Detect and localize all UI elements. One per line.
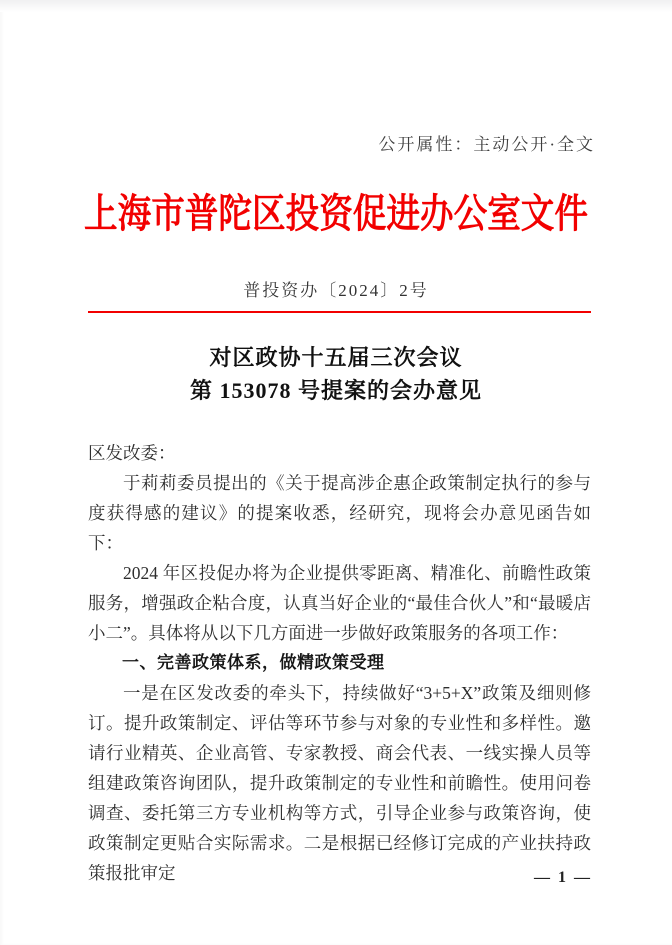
scan-edge-shade [0, 0, 672, 12]
red-divider-line [88, 311, 591, 313]
document-title-line1: 对区政协十五届三次会议 [209, 345, 463, 370]
document-title [0, 341, 672, 407]
paragraph-intro: 于莉莉委员提出的《关于提高涉企惠企政策制定执行的参与度获得感的建议》的提案收悉，经研究，现将会办意见函告如下： [88, 473, 591, 553]
issuing-org-title: 上海市普陀区投资促进办公室文件 [84, 191, 589, 236]
document-number: 普投资办〔2024〕2号 [243, 281, 429, 300]
publicity-attribute: 公开属性：主动公开·全文 [378, 135, 595, 154]
paragraph-overview: 2024 年区投促办将为企业提供零距离、精准化、前瞻性政策服务，增强政企粘合度，认真当好企业的“最佳合伙人”和“最暖店小二”。具体将从以下几方面进一步做好政策服务的各项工作： [88, 563, 591, 643]
page-number: — 1 — [534, 869, 592, 886]
section-heading: 一、完善政策体系，做精政策受理 [122, 653, 385, 672]
salutation: 区发改委： [88, 443, 176, 463]
paragraph-measures: 一是在区发改委的牵头下，持续做好“3+5+X”政策及细则修订。提升政策制定、评估等环节参与对象的专业性和多样性。邀请行业精英、企业高管、专家教授、商会代表、一线实操人员等组建政策咨询团队，提升政策制定的专业性和前瞻性。使用问卷调查、委托第三方专业机构等方式，引导企业参与政策咨询，使政策制定更贴合实际需求。二是根据已经修订完成的产业扶持政策报批审定 [88, 683, 591, 883]
document-body [88, 438, 591, 888]
document-title-line2: 第 153078 号提案的会办意见 [189, 378, 482, 403]
